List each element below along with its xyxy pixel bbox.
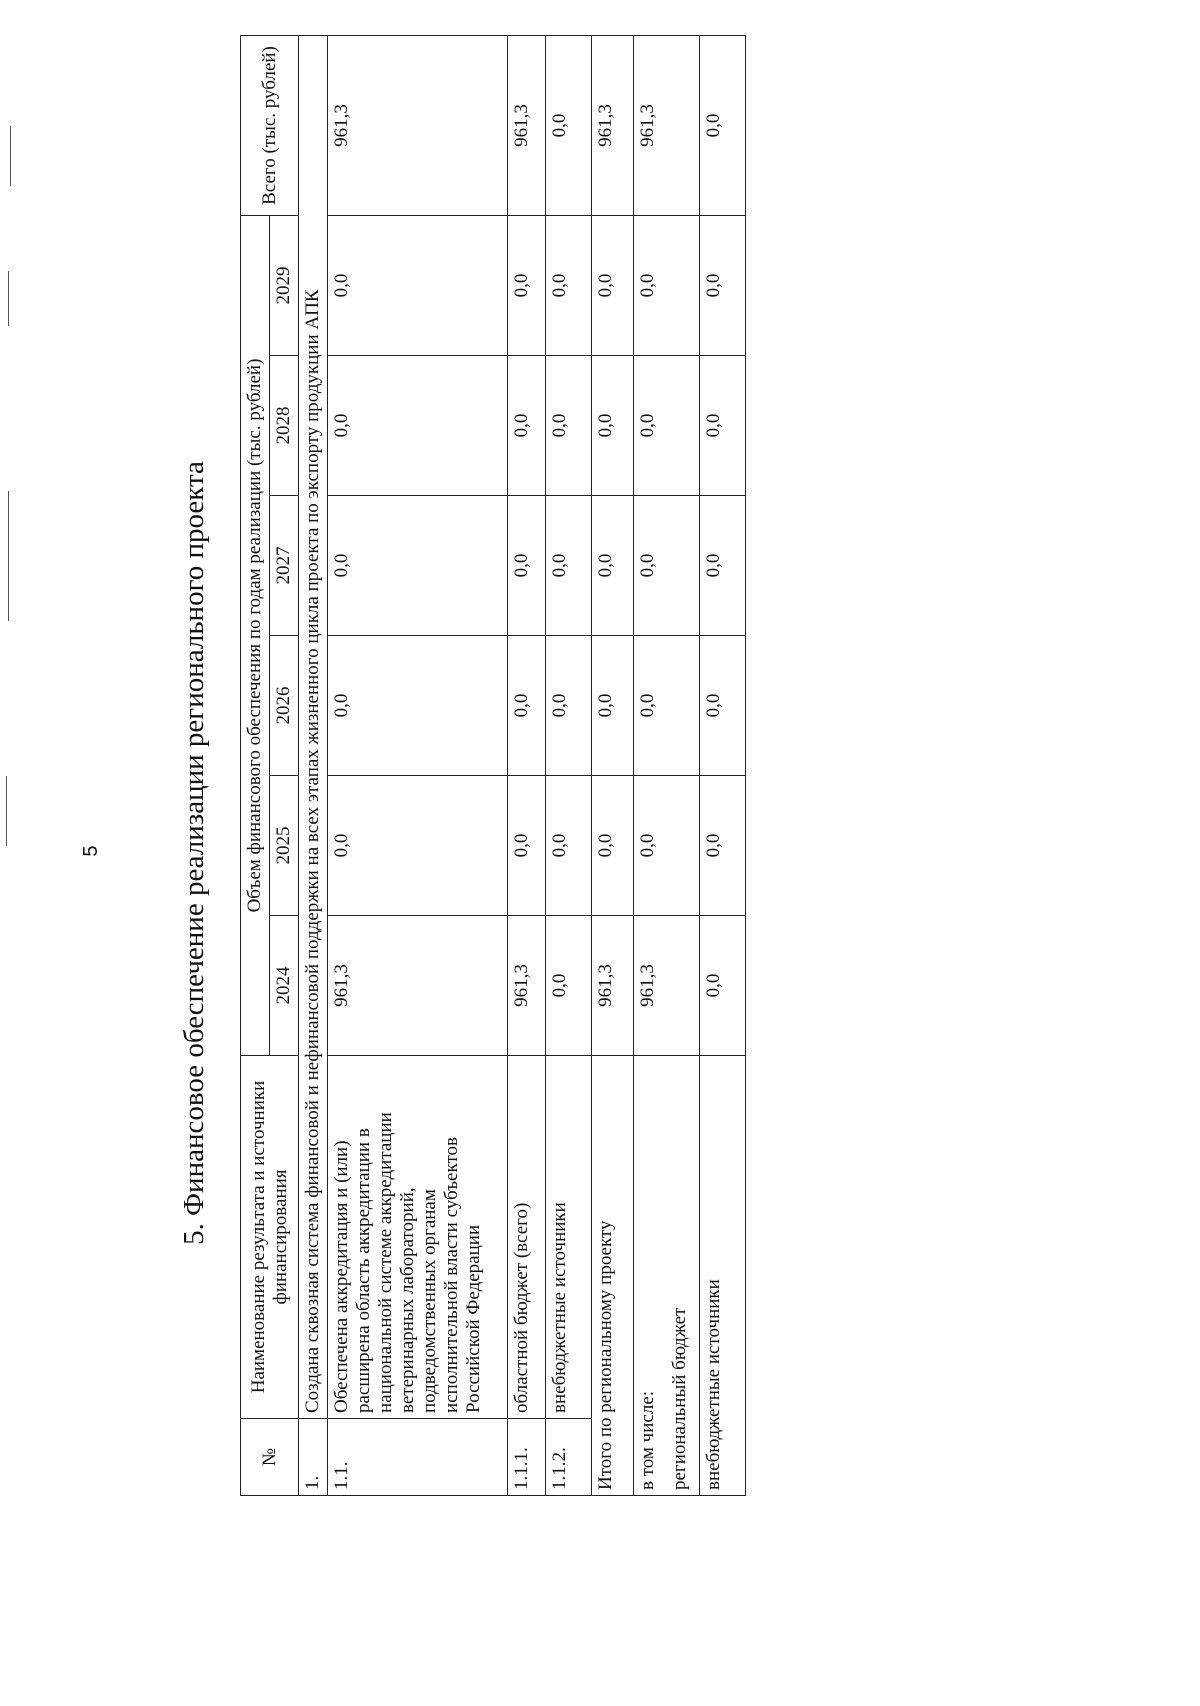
row-total: 961,3 <box>328 36 508 216</box>
offbudget-value: 0,0 <box>700 356 746 496</box>
section-num: 1. <box>299 1419 328 1496</box>
row-value: 0,0 <box>546 636 592 776</box>
row-value: 0,0 <box>546 776 592 916</box>
header-year: 2029 <box>270 216 299 356</box>
total-value: 0,0 <box>592 776 634 916</box>
page-number: 5 <box>80 845 102 857</box>
row-num: 1.1. <box>328 1419 508 1496</box>
table-row <box>546 36 592 1496</box>
offbudget-value: 0,0 <box>700 916 746 1056</box>
regional-sum: 961,3 <box>634 36 700 216</box>
total-label: Итого по региональному проекту <box>592 1056 634 1496</box>
row-value: 0,0 <box>546 216 592 356</box>
row-value: 0,0 <box>508 216 546 356</box>
header-num: № <box>241 1419 299 1496</box>
including-label: в том числе: <box>637 1390 659 1490</box>
total-value: 0,0 <box>592 216 634 356</box>
total-value: 961,3 <box>592 916 634 1056</box>
row-total: 961,3 <box>508 36 546 216</box>
page-title: 5. Финансовое обеспечение реализации регионального проекта <box>178 461 210 1245</box>
row-value: 0,0 <box>328 356 508 496</box>
row-value: 961,3 <box>508 916 546 1056</box>
row-value: 0,0 <box>546 496 592 636</box>
total-value: 0,0 <box>592 356 634 496</box>
regional-value: 0,0 <box>634 776 700 916</box>
offbudget-sum: 0,0 <box>700 36 746 216</box>
row-num: 1.1.2. <box>546 1419 592 1496</box>
regional-value: 0,0 <box>634 356 700 496</box>
header-year: 2025 <box>270 776 299 916</box>
row-value: 0,0 <box>508 356 546 496</box>
regional-value: 961,3 <box>634 916 700 1056</box>
row-value: 0,0 <box>508 636 546 776</box>
row-value: 961,3 <box>328 916 508 1056</box>
row-value: 0,0 <box>328 216 508 356</box>
header-volume: Объем финансового обеспечения по годам реализации (тыс. рублей) <box>241 216 270 1056</box>
row-value: 0,0 <box>328 636 508 776</box>
section-row <box>299 36 328 1496</box>
row-value: 0,0 <box>328 496 508 636</box>
row-value: 0,0 <box>508 496 546 636</box>
row-total: 0,0 <box>546 36 592 216</box>
total-value: 0,0 <box>592 636 634 776</box>
table-row <box>328 36 508 1496</box>
offbudget-value: 0,0 <box>700 776 746 916</box>
row-value: 0,0 <box>546 916 592 1056</box>
header-year: 2028 <box>270 356 299 496</box>
scan-mark <box>6 776 7 846</box>
regional-value: 0,0 <box>634 496 700 636</box>
total-value: 0,0 <box>592 496 634 636</box>
regional-budget-row <box>634 36 700 1496</box>
header-year: 2026 <box>270 636 299 776</box>
scan-mark <box>10 126 11 186</box>
regional-label: региональный бюджет <box>669 1307 691 1490</box>
offbudget-row <box>700 36 746 1496</box>
offbudget-value: 0,0 <box>700 636 746 776</box>
row-num: 1.1.1. <box>508 1419 546 1496</box>
row-value: 0,0 <box>508 776 546 916</box>
scan-mark <box>8 491 9 621</box>
header-total: Всего (тыс. рублей) <box>241 36 299 216</box>
scan-mark <box>8 271 9 326</box>
row-name: Обеспечена аккредитация и (или) расширена область аккредитации в национальной системе аккредитации ветеринарных лабораторий, подведомственных органам исполнительной власти субъектов Российской Федерации <box>328 1056 508 1419</box>
regional-value: 0,0 <box>634 216 700 356</box>
financing-table <box>240 35 746 1496</box>
header-year: 2027 <box>270 496 299 636</box>
header-row-1 <box>241 36 270 1496</box>
table-row <box>508 36 546 1496</box>
offbudget-value: 0,0 <box>700 496 746 636</box>
offbudget-label: внебюджетные источники <box>700 1056 746 1496</box>
row-name: внебюджетные источники <box>546 1056 592 1419</box>
section-text: Создана сквозная система финансовой и нефинансовой поддержки на всех этапах жизненного цикла проекта по экспорту продукции АПК <box>299 36 328 1419</box>
total-row <box>592 36 634 1496</box>
row-value: 0,0 <box>546 356 592 496</box>
offbudget-value: 0,0 <box>700 216 746 356</box>
regional-label-cell <box>634 1056 700 1496</box>
header-name: Наименование результата и источники финансирования <box>241 1056 299 1419</box>
header-year: 2024 <box>270 916 299 1056</box>
regional-value: 0,0 <box>634 636 700 776</box>
total-sum: 961,3 <box>592 36 634 216</box>
row-name: областной бюджет (всего) <box>508 1056 546 1419</box>
row-value: 0,0 <box>328 776 508 916</box>
